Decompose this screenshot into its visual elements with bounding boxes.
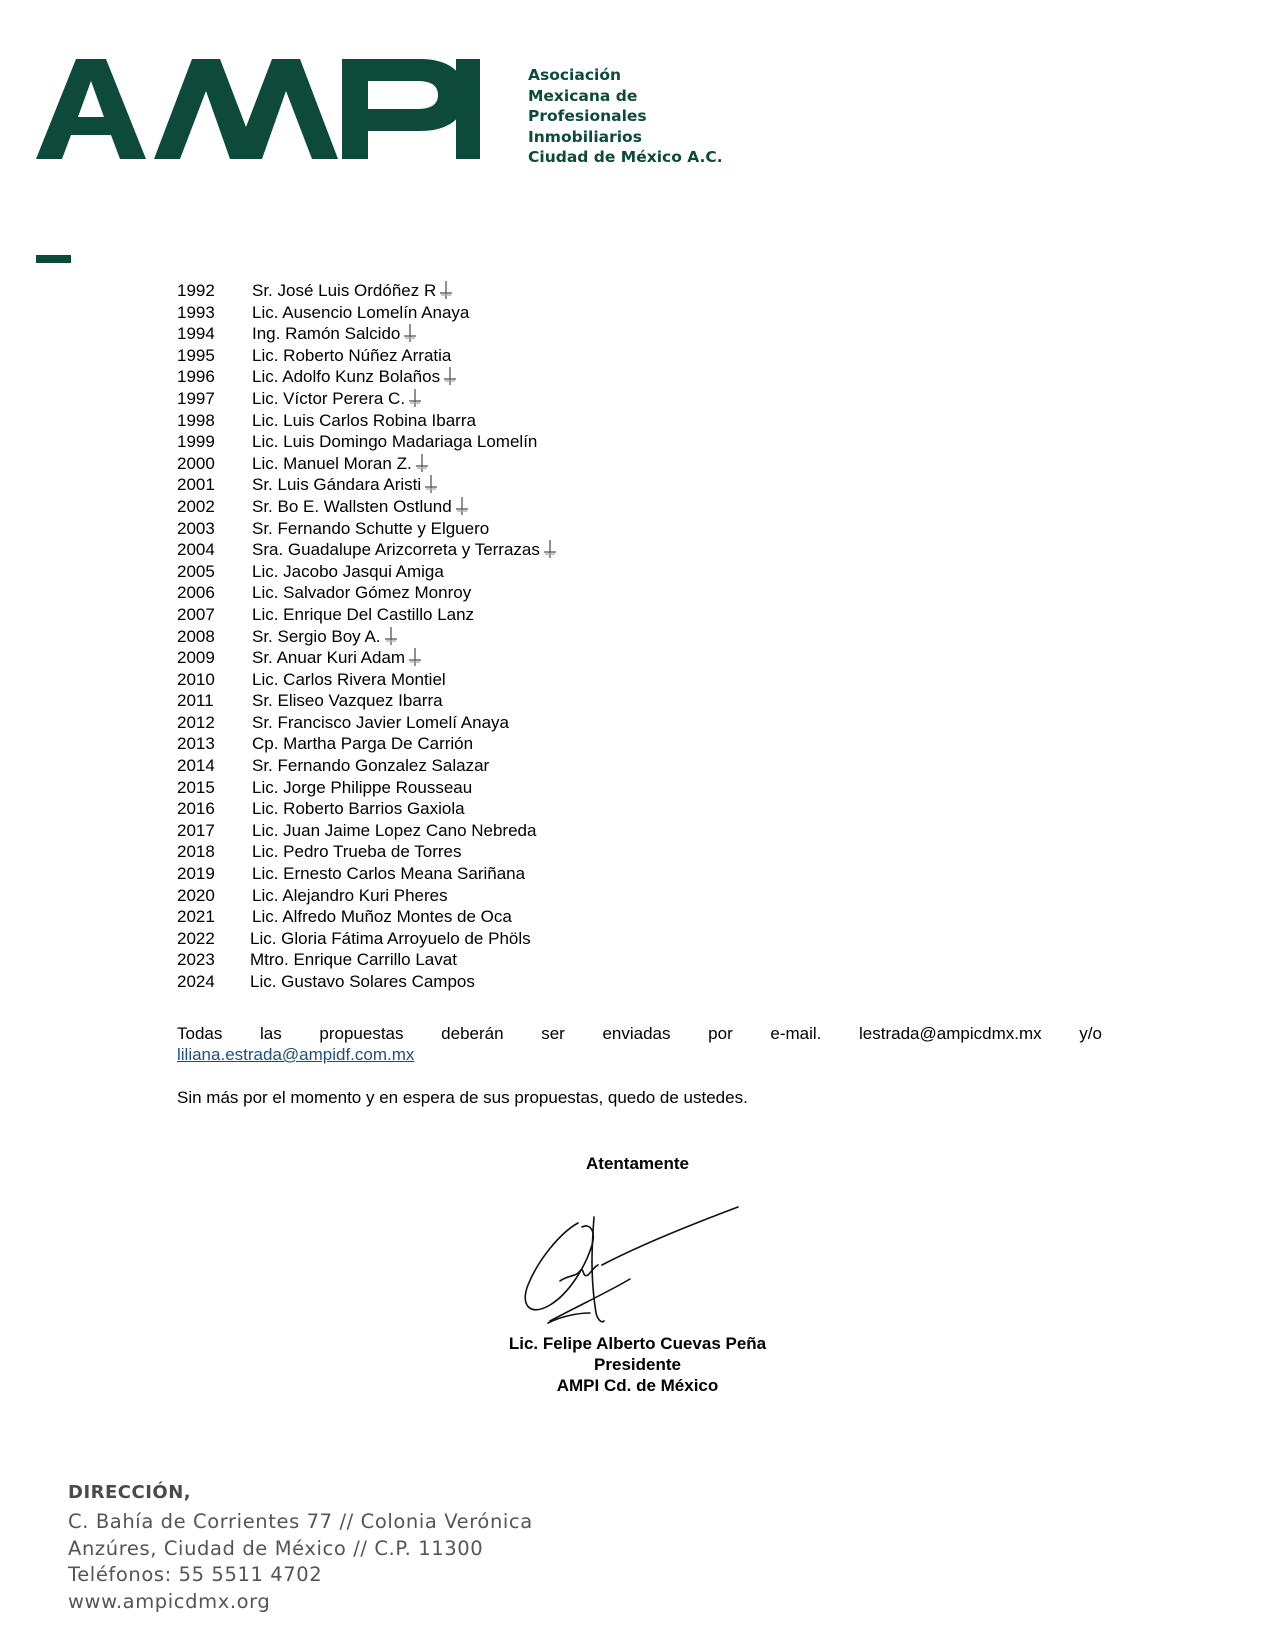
president-name	[252, 410, 476, 432]
president-name-text: Lic. Carlos Rivera Montiel	[252, 669, 446, 689]
president-year: 2007	[177, 604, 215, 624]
president-row	[177, 474, 877, 496]
deceased-cross-icon	[416, 454, 428, 472]
president-row	[177, 582, 877, 604]
president-name-text: Lic. Jorge Philippe Rousseau	[252, 777, 473, 797]
president-name-text: Lic. Víctor Perera C.	[252, 388, 406, 408]
president-row	[177, 431, 877, 453]
president-name-text: Lic. Enrique Del Castillo Lanz	[252, 604, 475, 624]
deceased-cross-icon	[456, 497, 468, 515]
president-name-text: Lic. Alfredo Muñoz Montes de Oca	[252, 907, 512, 927]
president-name-text: Lic. Adolfo Kunz Bolaños	[252, 367, 441, 387]
president-row	[177, 820, 877, 842]
president-year: 2016	[177, 799, 215, 819]
president-name	[252, 388, 421, 410]
deceased-cross-icon	[544, 540, 556, 558]
president-year: 2014	[177, 756, 215, 776]
president-year: 2001	[177, 475, 215, 495]
president-name	[252, 539, 556, 561]
president-row	[177, 345, 877, 367]
signer-title: Presidente	[594, 1355, 681, 1374]
president-year: 2017	[177, 820, 215, 840]
president-row	[177, 323, 877, 345]
president-row	[177, 798, 877, 820]
president-name	[252, 863, 525, 885]
president-row	[177, 906, 877, 928]
proposal-word: enviadas	[602, 1024, 671, 1043]
president-row	[177, 539, 877, 561]
president-row	[177, 518, 877, 540]
president-name-text: Lic. Juan Jaime Lopez Cano Nebreda	[252, 820, 537, 840]
president-name	[252, 733, 473, 755]
president-year: 2022	[177, 928, 215, 948]
president-name-text: Lic. Alejandro Kuri Pheres	[252, 885, 448, 905]
org-line: Ciudad de México A.C.	[528, 148, 723, 166]
email-link[interactable]: liliana.estrada@ampidf.com.mx	[177, 1045, 415, 1064]
president-name	[252, 777, 472, 799]
president-name-text: Sr. Anuar Kuri Adam	[252, 648, 406, 668]
president-year: 1995	[177, 345, 215, 365]
deceased-cross-icon	[404, 324, 416, 342]
president-row	[177, 388, 877, 410]
signer-name: Lic. Felipe Alberto Cuevas Peña	[508, 1334, 767, 1353]
president-name-text: Sr. Francisco Javier Lomelí Anaya	[252, 712, 510, 732]
president-row	[177, 604, 877, 626]
president-row	[177, 971, 877, 993]
president-row	[177, 453, 877, 475]
president-row	[177, 841, 877, 863]
president-name	[252, 626, 397, 648]
president-row	[177, 690, 877, 712]
signature-image	[520, 1205, 740, 1330]
president-year: 1996	[177, 367, 215, 387]
president-year: 2020	[177, 885, 215, 905]
closing-line: Sin más por el momento y en espera de sus propuestas, quedo de ustedes.	[177, 1088, 748, 1107]
president-year: 2021	[177, 907, 215, 927]
president-name	[252, 885, 448, 907]
president-name	[252, 345, 451, 367]
president-year: 2018	[177, 842, 215, 862]
president-row	[177, 669, 877, 691]
proposal-word: e-mail.	[770, 1024, 822, 1043]
president-year: 2024	[177, 972, 215, 991]
president-name	[252, 669, 446, 691]
president-name	[252, 841, 461, 863]
president-row	[177, 366, 877, 388]
president-year: 2012	[177, 712, 215, 732]
president-row	[177, 302, 877, 324]
president-name	[252, 366, 456, 388]
president-row	[177, 928, 877, 950]
president-name-text: Lic. Salvador Gómez Monroy	[252, 583, 472, 603]
president-row	[177, 755, 877, 777]
president-year: 2023	[177, 950, 215, 970]
president-year: 1993	[177, 302, 215, 322]
president-year: 2003	[177, 518, 215, 538]
president-year: 1992	[177, 281, 215, 300]
president-name-text: Lic. Jacobo Jasqui Amiga	[252, 561, 444, 581]
president-name-text: Lic. Pedro Trueba de Torres	[252, 842, 462, 862]
president-name-text: Sr. Fernando Schutte y Elguero	[252, 518, 490, 538]
president-name-text: Sr. Sergio Boy A.	[252, 626, 381, 646]
president-name-text: Sra. Guadalupe Arizcorreta y Terrazas	[252, 540, 540, 560]
president-name	[252, 712, 509, 734]
president-name	[252, 561, 444, 583]
address-line: Anzúres, Ciudad de México // C.P. 11300	[68, 1536, 484, 1560]
president-name	[252, 755, 489, 777]
deceased-cross-icon	[385, 627, 397, 645]
president-row	[177, 280, 877, 302]
president-name-text: Lic. Manuel Moran Z.	[252, 453, 412, 473]
president-row	[177, 712, 877, 734]
org-line: Mexicana de	[528, 86, 638, 105]
president-row	[177, 885, 877, 907]
proposals-line	[177, 1023, 1102, 1044]
president-row	[177, 496, 877, 518]
president-row	[177, 863, 877, 885]
president-name	[252, 820, 536, 842]
president-year: 2004	[177, 540, 215, 560]
president-year: 2009	[177, 648, 215, 668]
president-name	[252, 302, 469, 324]
proposal-word: las	[260, 1024, 282, 1043]
org-line: Asociación	[528, 66, 622, 84]
salutation: Atentamente	[586, 1154, 689, 1173]
proposal-word: y/o	[1079, 1024, 1102, 1043]
president-year: 1997	[177, 388, 215, 408]
president-name-text: Lic. Gustavo Solares Campos	[250, 972, 475, 991]
address-line: C. Bahía de Corrientes 77 // Colonia Verónica	[68, 1510, 533, 1533]
presidents-list	[177, 280, 877, 993]
deceased-cross-icon	[440, 281, 452, 299]
president-name	[252, 582, 471, 604]
address-heading: DIRECCIÓN,	[68, 1482, 192, 1503]
president-year: 2010	[177, 669, 215, 689]
deceased-cross-icon	[409, 389, 421, 407]
president-year: 1999	[177, 432, 215, 452]
president-row	[177, 647, 877, 669]
president-name-text: Sr. Bo E. Wallsten Ostlund	[252, 496, 452, 516]
president-name-text: Lic. Ernesto Carlos Meana Sariñana	[252, 864, 526, 884]
president-name-text: Lic. Luis Domingo Madariaga Lomelín	[252, 432, 538, 452]
ampi-logo	[36, 59, 486, 159]
proposal-word: por	[708, 1024, 733, 1043]
president-name-text: Lic. Ausencio Lomelín Anaya	[252, 302, 470, 322]
president-name	[250, 971, 475, 993]
president-name	[252, 453, 428, 475]
proposal-word: Todas	[177, 1024, 223, 1043]
footer-address	[68, 1482, 688, 1615]
org-line: Inmobiliarios	[528, 127, 642, 146]
letterhead	[36, 55, 736, 170]
president-name-text: Lic. Roberto Núñez Arratia	[252, 345, 452, 365]
proposal-word: lestrada@ampicdmx.mx	[859, 1024, 1042, 1043]
president-year: 1998	[177, 410, 215, 430]
president-name-text: Sr. Luis Gándara Aristi	[252, 475, 422, 495]
president-name-text: Mtro. Enrique Carrillo Lavat	[250, 950, 457, 970]
president-row	[177, 949, 877, 971]
president-year: 2005	[177, 561, 215, 581]
president-year: 2013	[177, 734, 215, 754]
president-name-text: Ing. Ramón Salcido	[252, 324, 401, 344]
president-row	[177, 626, 877, 648]
president-name-text: Lic. Gloria Fátima Arroyuelo de Phöls	[250, 928, 531, 948]
president-row	[177, 777, 877, 799]
president-name-text: Sr. Eliseo Vazquez Ibarra	[252, 691, 443, 711]
president-name	[252, 798, 465, 820]
president-name-text: Sr. Fernando Gonzalez Salazar	[252, 756, 490, 776]
president-name-text: Cp. Martha Parga De Carrión	[252, 734, 474, 754]
president-row	[177, 733, 877, 755]
proposal-word: deberán	[441, 1024, 504, 1043]
president-row	[177, 561, 877, 583]
accent-dash	[36, 255, 71, 263]
proposal-word: propuestas	[319, 1024, 404, 1043]
president-name	[252, 323, 416, 345]
president-year: 2011	[177, 691, 214, 711]
signer-organization: AMPI Cd. de México	[556, 1376, 719, 1395]
president-name	[252, 604, 474, 626]
proposal-word: ser	[541, 1024, 565, 1043]
website-line[interactable]: www.ampicdmx.org	[68, 1589, 271, 1613]
president-year: 2008	[177, 626, 215, 646]
organization-name	[528, 65, 758, 168]
president-name	[252, 690, 443, 712]
president-name	[252, 474, 437, 496]
phone-line: Teléfonos: 55 5511 4702	[68, 1563, 323, 1586]
president-name	[250, 928, 531, 950]
president-name-text: Lic. Roberto Barrios Gaxiola	[252, 799, 465, 819]
deceased-cross-icon	[409, 648, 421, 666]
president-row	[177, 410, 877, 432]
president-year: 1994	[177, 324, 215, 344]
president-year: 2000	[177, 453, 215, 473]
president-name-text: Sr. José Luis Ordóñez R	[252, 281, 437, 300]
president-name	[252, 518, 489, 540]
org-line: Profesionales	[528, 107, 647, 125]
president-name	[252, 280, 452, 302]
president-year: 2019	[177, 864, 215, 884]
president-name	[252, 496, 468, 518]
proposals-paragraph	[177, 1023, 1102, 1065]
president-name-text: Lic. Luis Carlos Robina Ibarra	[252, 410, 476, 430]
president-name	[252, 647, 421, 669]
president-year: 2006	[177, 583, 215, 603]
president-year: 2002	[177, 496, 215, 516]
president-year: 2015	[177, 777, 215, 797]
president-name	[250, 949, 457, 971]
deceased-cross-icon	[425, 475, 437, 493]
president-name	[252, 431, 537, 453]
president-name	[252, 906, 512, 928]
deceased-cross-icon	[444, 367, 456, 385]
